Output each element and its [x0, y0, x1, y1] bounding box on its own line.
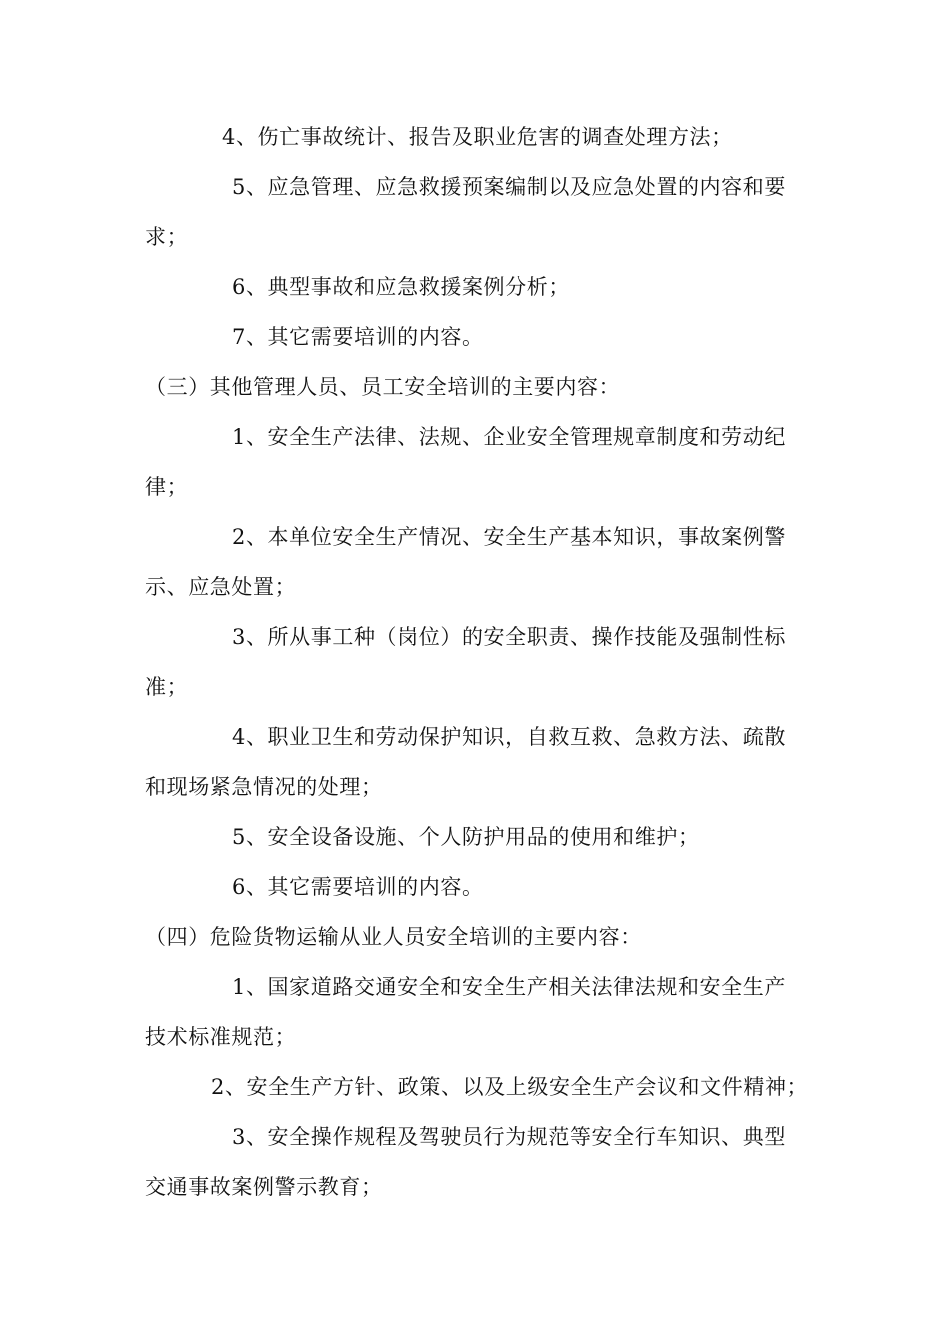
- text-line: 示、应急处置；: [145, 575, 297, 599]
- text-line: 7、其它需要培训的内容。: [232, 325, 484, 349]
- text-line: 求；: [145, 225, 189, 249]
- text-line: 5、应急管理、应急救援预案编制以及应急处置的内容和要: [232, 175, 786, 199]
- text-line: 2、本单位安全生产情况、安全生产基本知识，事故案例警: [232, 525, 786, 549]
- text-line: 4、职业卫生和劳动保护知识，自救互救、急救方法、疏散: [232, 725, 786, 749]
- section-heading: （四）危险货物运输从业人员安全培训的主要内容：: [145, 925, 642, 949]
- text-line: 3、安全操作规程及驾驶员行为规范等安全行车知识、典型: [232, 1125, 786, 1149]
- text-line: 1、安全生产法律、法规、企业安全管理规章制度和劳动纪: [232, 425, 786, 449]
- text-line: 4、伤亡事故统计、报告及职业危害的调查处理方法；: [222, 125, 733, 149]
- text-line: 3、所从事工种（岗位）的安全职责、操作技能及强制性标: [232, 625, 786, 649]
- text-line: 律；: [145, 475, 189, 499]
- text-line: 5、安全设备设施、个人防护用品的使用和维护；: [232, 825, 700, 849]
- section-heading: （三）其他管理人员、员工安全培训的主要内容：: [145, 375, 621, 399]
- text-line: 6、其它需要培训的内容。: [232, 875, 484, 899]
- text-line: 2、安全生产方针、政策、以及上级安全生产会议和文件精神；: [211, 1075, 809, 1099]
- text-line: 准；: [145, 675, 189, 699]
- text-line: 和现场紧急情况的处理；: [145, 775, 383, 799]
- text-line: 6、典型事故和应急救援案例分析；: [232, 275, 570, 299]
- text-line: 技术标准规范；: [145, 1025, 297, 1049]
- text-line: 1、国家道路交通安全和安全生产相关法律法规和安全生产: [232, 975, 786, 999]
- text-line: 交通事故案例警示教育；: [145, 1175, 383, 1199]
